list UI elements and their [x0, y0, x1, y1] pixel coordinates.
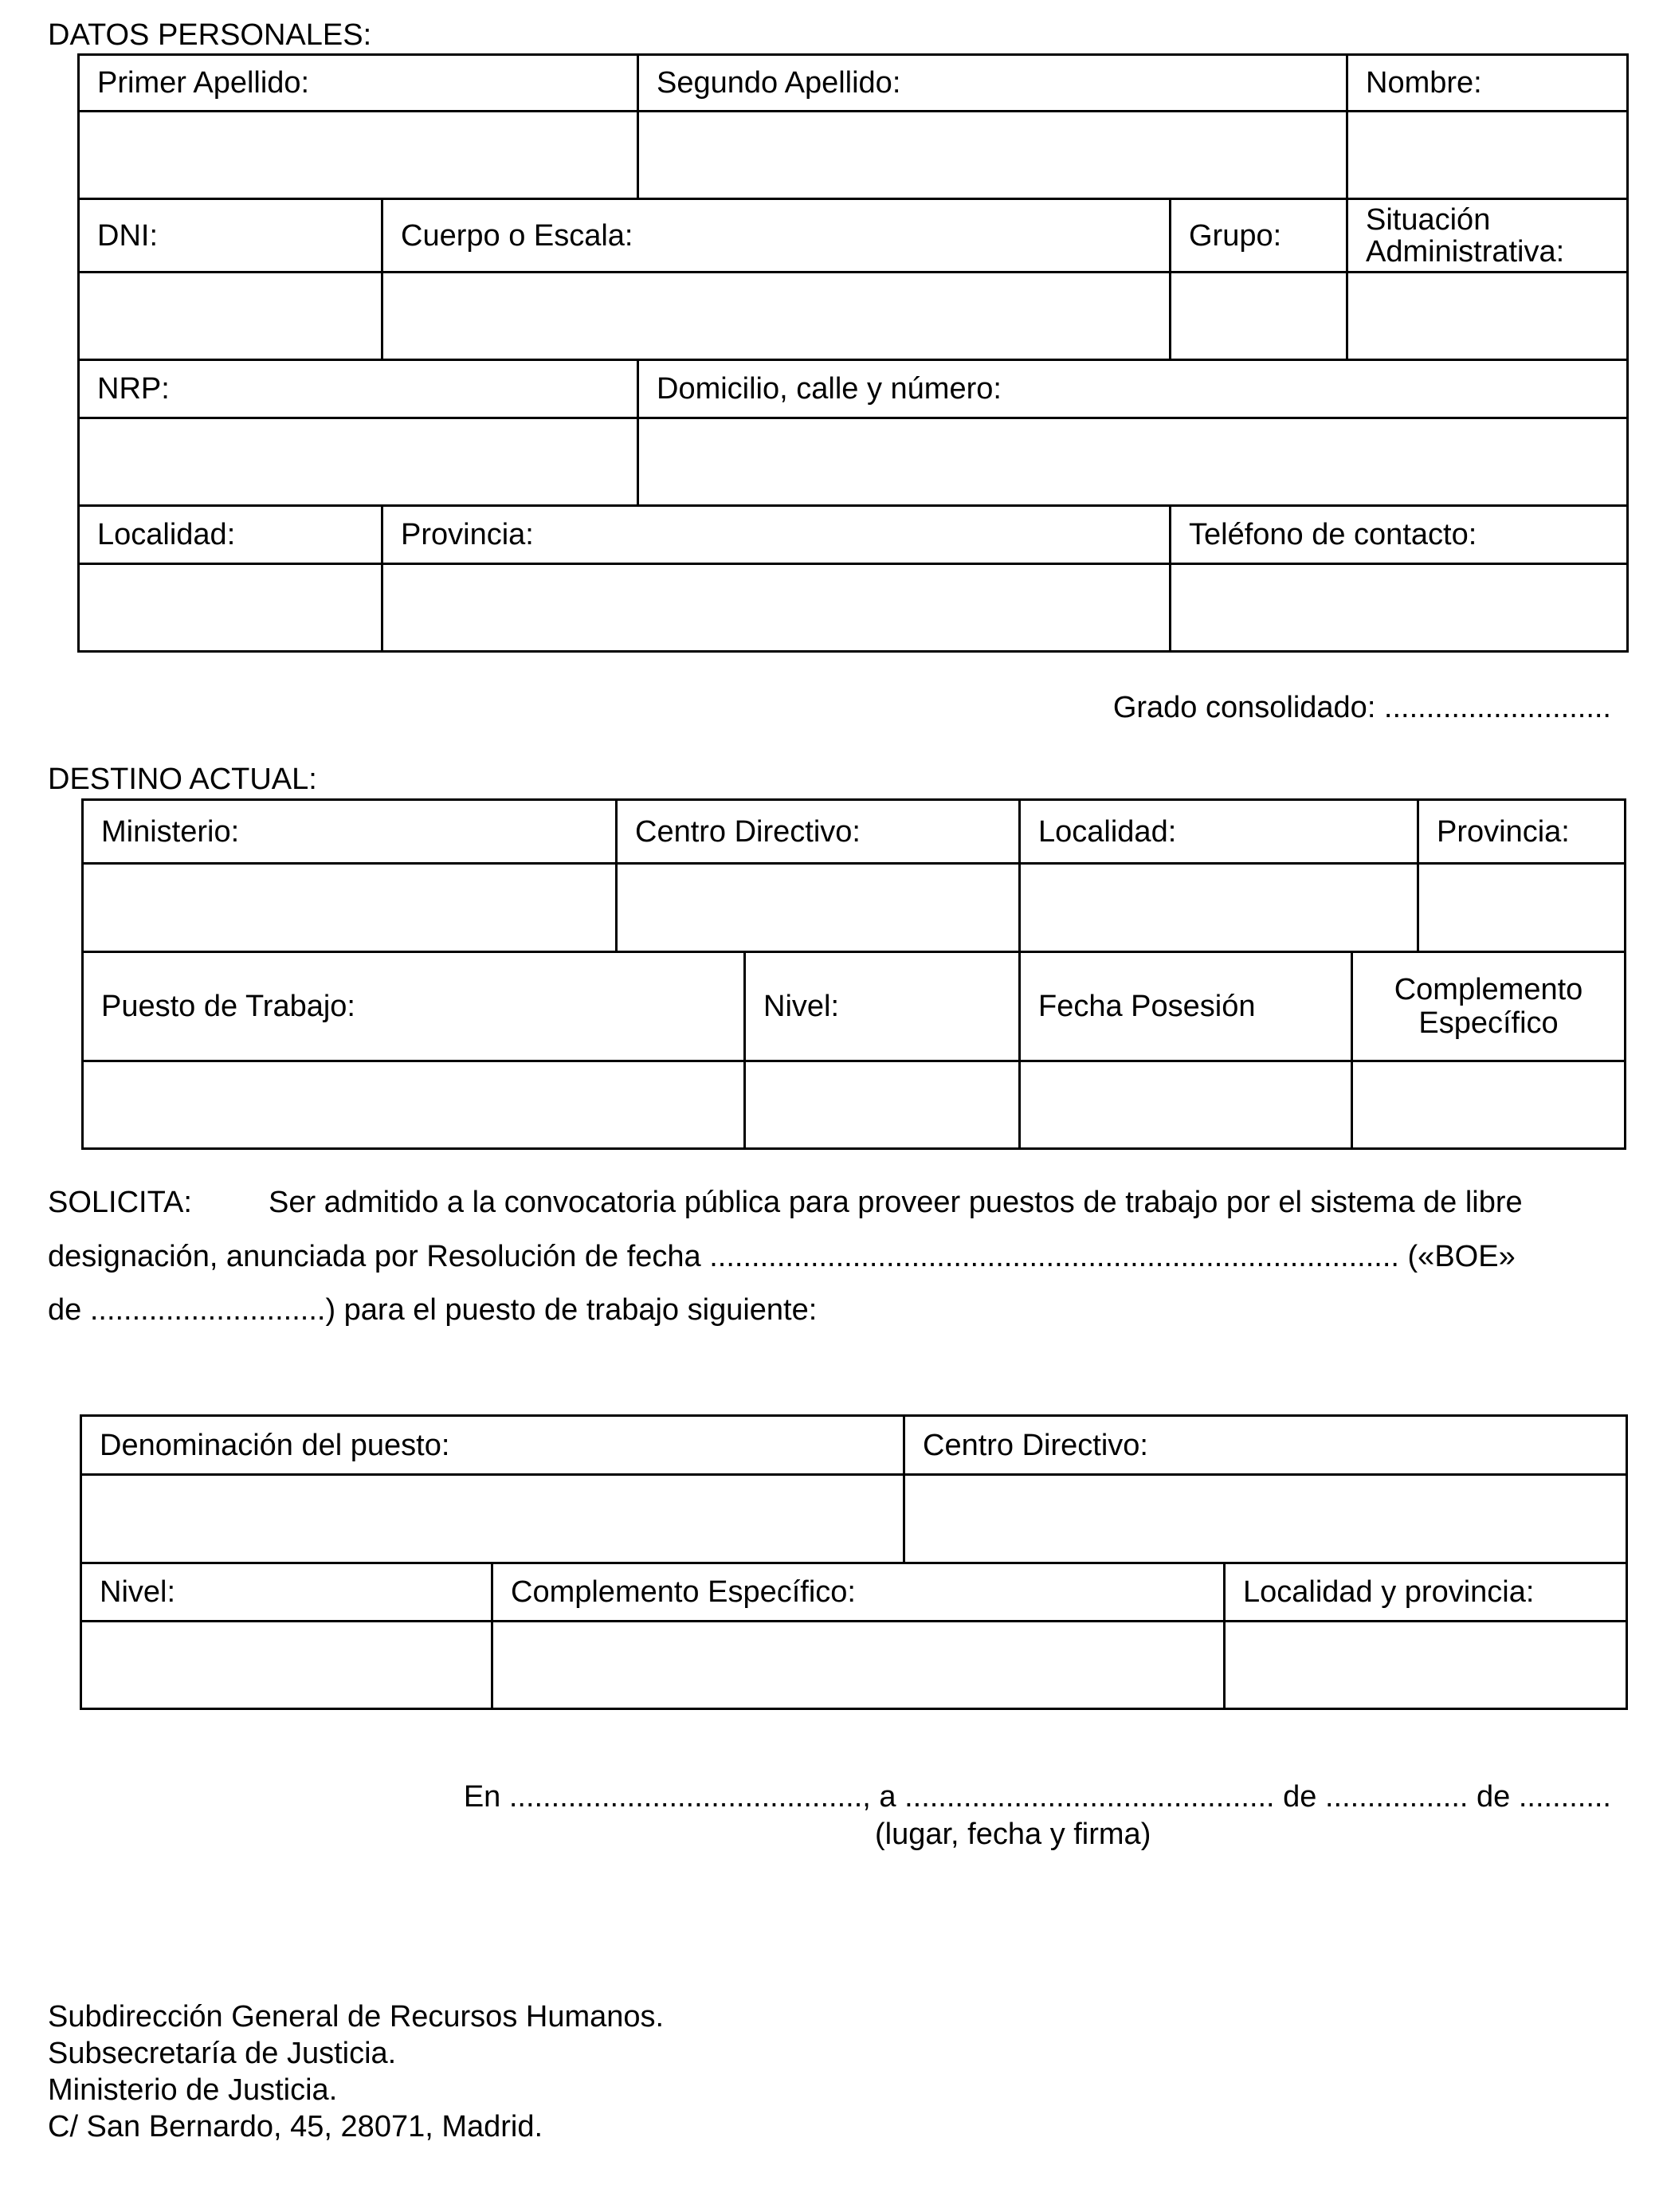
fecha-posesion-label: Fecha Posesión — [1020, 952, 1352, 1061]
fecha-posesion-field[interactable] — [1020, 1061, 1352, 1149]
puesto-trabajo-field[interactable] — [83, 1061, 745, 1149]
puesto-solicitado-table — [80, 1414, 1628, 1710]
destino-nivel-field[interactable] — [745, 1061, 1020, 1149]
destino-actual-title: DESTINO ACTUAL: — [48, 763, 317, 796]
telefono-label: Teléfono de contacto: — [1171, 506, 1628, 564]
centro-directivo-field[interactable] — [617, 864, 1020, 952]
dni-field[interactable] — [79, 273, 382, 360]
solicita-line-2: designación, anunciada por Resolución de fecha .................................................................................. («BOE» — [48, 1240, 1516, 1273]
domicilio-label: Domicilio, calle y número: — [638, 360, 1628, 418]
complemento-label-line-2: Específico — [1418, 1006, 1559, 1040]
complemento-especifico-label — [1352, 952, 1626, 1061]
complemento-label-line-1: Complemento — [1394, 973, 1583, 1006]
localidad-provincia-label: Localidad y provincia: — [1225, 1563, 1627, 1622]
puesto-centro-directivo-label: Centro Directivo: — [904, 1416, 1627, 1475]
destino-localidad-label: Localidad: — [1020, 800, 1418, 864]
dni-label: DNI: — [79, 199, 382, 273]
ministerio-field[interactable] — [83, 864, 617, 952]
complemento-especifico-field[interactable] — [1352, 1061, 1626, 1149]
segundo-apellido-label: Segundo Apellido: — [638, 55, 1347, 112]
address-block — [48, 1998, 664, 2145]
localidad-field[interactable] — [79, 564, 382, 652]
grupo-label: Grupo: — [1171, 199, 1347, 273]
centro-directivo-label: Centro Directivo: — [617, 800, 1020, 864]
denominacion-puesto-label: Denominación del puesto: — [81, 1416, 904, 1475]
puesto-complemento-label: Complemento Específico: — [492, 1563, 1225, 1622]
nombre-field[interactable] — [1347, 112, 1628, 199]
destino-nivel-label: Nivel: — [745, 952, 1020, 1061]
situacion-administrativa-label — [1347, 199, 1628, 273]
nombre-label: Nombre: — [1347, 55, 1628, 112]
solicita-line-1: Ser admitido a la convocatoria pública para proveer puestos de trabajo por el sistema de libre — [269, 1186, 1523, 1219]
nrp-label: NRP: — [79, 360, 638, 418]
situacion-administrativa-field[interactable] — [1347, 273, 1628, 360]
provincia-label: Provincia: — [382, 506, 1171, 564]
address-line-1: Subdirección General de Recursos Humanos. — [48, 2000, 665, 2034]
destino-localidad-field[interactable] — [1020, 864, 1418, 952]
situacion-label-line-2: Administrativa: — [1366, 234, 1565, 269]
address-line-2: Subsecretaría de Justicia. — [48, 2037, 397, 2070]
grupo-field[interactable] — [1171, 273, 1347, 360]
provincia-field[interactable] — [382, 564, 1171, 652]
puesto-nivel-label: Nivel: — [81, 1563, 492, 1622]
cuerpo-escala-label: Cuerpo o Escala: — [382, 199, 1171, 273]
grado-consolidado-line: Grado consolidado: ........................... — [1112, 691, 1611, 724]
personal-data-title: DATOS PERSONALES: — [48, 18, 372, 52]
puesto-trabajo-label: Puesto de Trabajo: — [83, 952, 745, 1061]
puesto-nivel-field[interactable] — [81, 1622, 492, 1709]
primer-apellido-field[interactable] — [79, 112, 638, 199]
address-line-4: C/ San Bernardo, 45, 28071, Madrid. — [48, 2110, 543, 2143]
firma-caption: (lugar, fecha y firma) — [875, 1818, 1151, 1851]
personal-data-table — [77, 53, 1629, 653]
address-line-3: Ministerio de Justicia. — [48, 2073, 338, 2107]
primer-apellido-label: Primer Apellido: — [79, 55, 638, 112]
denominacion-puesto-field[interactable] — [81, 1475, 904, 1563]
ministerio-label: Ministerio: — [83, 800, 617, 864]
destino-provincia-field[interactable] — [1418, 864, 1626, 952]
firma-line: En .........................................., a ............................................ de ................. de ........... — [463, 1780, 1611, 1814]
telefono-field[interactable] — [1171, 564, 1628, 652]
localidad-label: Localidad: — [79, 506, 382, 564]
domicilio-field[interactable] — [638, 418, 1628, 506]
puesto-complemento-field[interactable] — [492, 1622, 1225, 1709]
puesto-centro-directivo-field[interactable] — [904, 1475, 1627, 1563]
solicita-line-3: de ............................) para el puesto de trabajo siguiente: — [48, 1293, 818, 1327]
nrp-field[interactable] — [79, 418, 638, 506]
destino-provincia-label: Provincia: — [1418, 800, 1626, 864]
localidad-provincia-field[interactable] — [1225, 1622, 1627, 1709]
segundo-apellido-field[interactable] — [638, 112, 1347, 199]
solicita-label: SOLICITA: — [48, 1186, 192, 1219]
situacion-label-line-1: Situación — [1366, 202, 1491, 237]
destino-actual-table — [81, 798, 1626, 1150]
cuerpo-escala-field[interactable] — [382, 273, 1171, 360]
